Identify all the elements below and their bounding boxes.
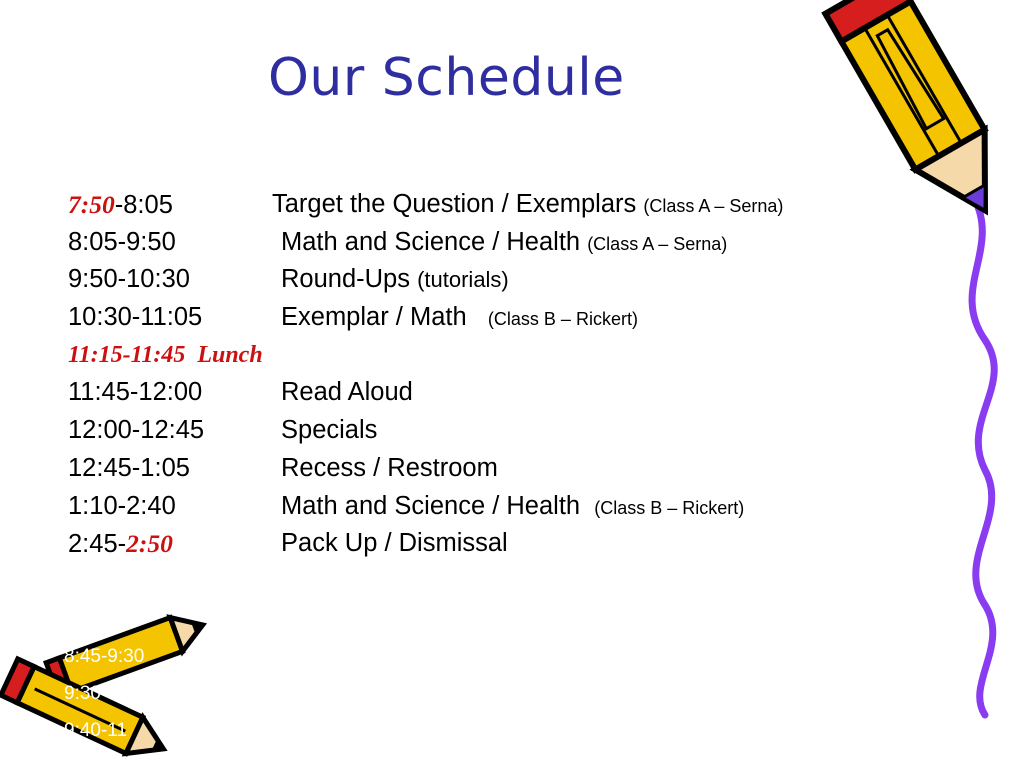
time-range: 7:50-8:05: [68, 190, 173, 219]
class-note: (Class B – Rickert): [487, 309, 638, 330]
lunch-label: 11:15-11:45 Lunch: [68, 341, 263, 368]
pencil-icon: [825, 0, 1019, 230]
activity: Exemplar / Math (Class B – Rickert): [281, 303, 638, 332]
activity: Target the Question / Exemplars (Class A – Serna): [272, 190, 784, 218]
activity: Math and Science / Health (Class A – Serna): [281, 227, 728, 256]
time-range: 8:05-9:50: [68, 227, 176, 256]
activity: Read Aloud: [281, 378, 413, 407]
activity: Specials: [281, 416, 378, 445]
activity: Recess / Restroom: [281, 453, 498, 482]
time-range: 2:45-2:50: [68, 529, 173, 559]
slide-title: Our Schedule: [268, 48, 625, 108]
class-note: (Class A – Serna): [643, 196, 784, 216]
time-range: 11:45-12:00: [68, 378, 203, 407]
hidden-text-line: 8:45-9:30: [64, 646, 145, 667]
time-range: 9:50-10:30: [68, 265, 190, 294]
class-note: (Class B – Rickert): [594, 497, 745, 518]
hidden-text-line: 9:30-9:: [64, 683, 124, 704]
class-note: (Class A – Serna): [587, 233, 728, 254]
hidden-text-line: 8:05: [64, 612, 101, 633]
activity: Pack Up / Dismissal: [281, 529, 508, 558]
class-note: (tutorials): [417, 267, 509, 293]
purple-squiggle: [972, 200, 994, 715]
hidden-text-line: 9:40-11: [64, 720, 128, 741]
time-range: 1:10-2:40: [68, 491, 176, 520]
time-range: 12:45-1:05: [68, 453, 190, 482]
time-range: 10:30-11:05: [68, 303, 203, 332]
activity: Round-Ups (tutorials): [281, 265, 509, 294]
activity: Math and Science / Health (Class B – Rickert): [281, 491, 745, 520]
time-range: 12:00-12:45: [68, 416, 205, 445]
